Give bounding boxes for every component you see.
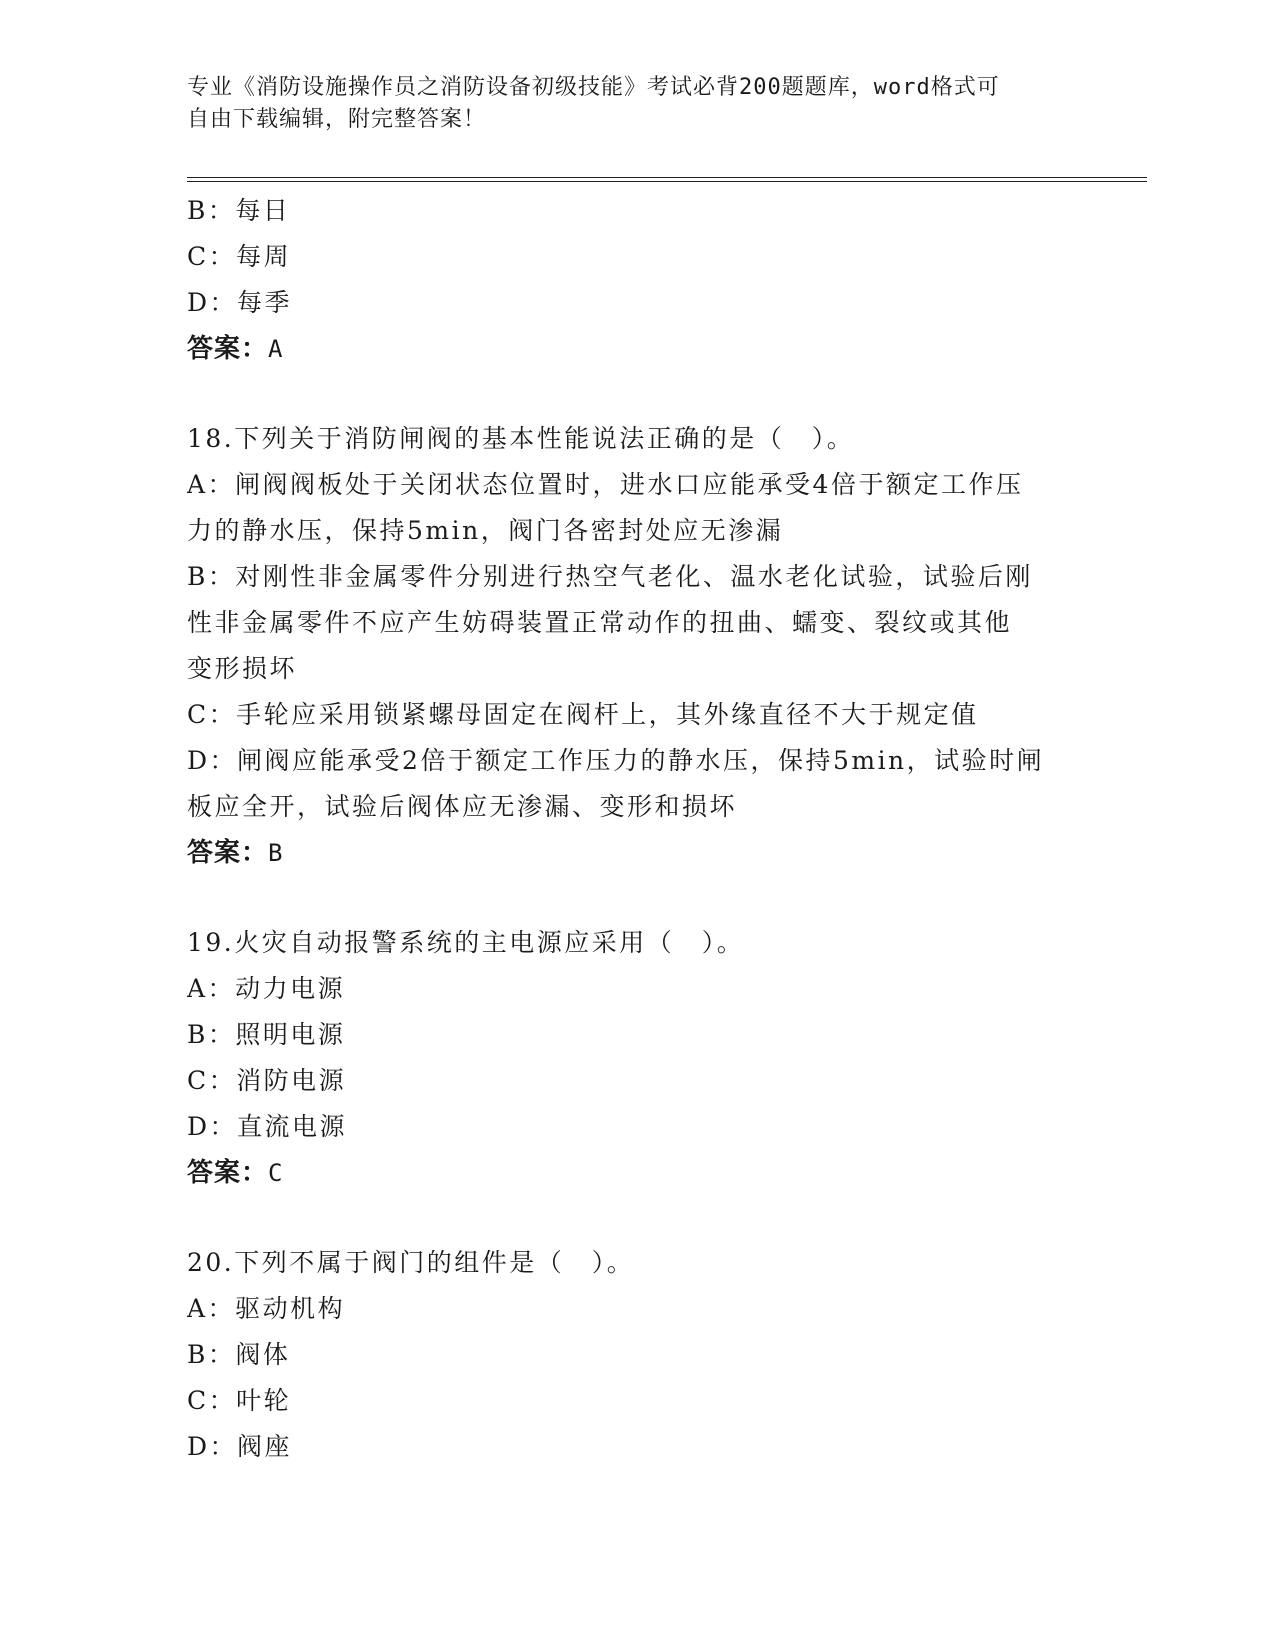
option-b-line-1: B：对刚性非金属零件分别进行热空气老化、温水老化试验，试验后刚 xyxy=(187,562,1033,591)
answer-line: 答案：C xyxy=(187,1158,284,1188)
option-b: B：阀体 xyxy=(187,1340,291,1369)
option-b: B：照明电源 xyxy=(187,1020,346,1049)
option-a-line-1: A：闸阀阀板处于关闭状态位置时，进水口应能承受4倍于额定工作压 xyxy=(187,470,1024,499)
option-a: A：驱动机构 xyxy=(187,1294,346,1323)
question-stem: 19.火灾自动报警系统的主电源应采用（ ）。 xyxy=(187,928,745,957)
question-17 xyxy=(187,188,1077,372)
option-c-line-1: C：手轮应采用锁紧螺母固定在阀杆上，其外缘直径不大于规定值 xyxy=(187,700,979,729)
option-a-line-2: 力的静水压，保持5min，阀门各密封处应无渗漏 xyxy=(187,516,784,545)
option-d-line-1: D：闸阀应能承受2倍于额定工作压力的静水压，保持5min，试验时闸 xyxy=(187,746,1045,775)
option-d: D：阀座 xyxy=(187,1432,293,1461)
question-gap xyxy=(187,1196,1077,1240)
option-d: D：每季 xyxy=(187,288,293,317)
option-b-line-3: 变形损坏 xyxy=(187,654,298,683)
question-list xyxy=(187,188,1077,1470)
question-stem: 20.下列不属于阀门的组件是（ ）。 xyxy=(187,1248,635,1277)
option-c: C：消防电源 xyxy=(187,1066,347,1095)
question-gap xyxy=(187,372,1077,416)
option-b-line-2: 性非金属零件不应产生妨碍装置正常动作的扭曲、蠕变、裂纹或其他 xyxy=(187,608,1013,637)
option-a: A：动力电源 xyxy=(187,974,346,1003)
page-header xyxy=(187,72,1087,136)
answer-line: 答案：A xyxy=(187,334,284,364)
option-b: B：每日 xyxy=(187,196,291,225)
option-d: D：直流电源 xyxy=(187,1112,348,1141)
question-gap xyxy=(187,876,1077,920)
answer-line: 答案：B xyxy=(187,838,284,868)
question-18 xyxy=(187,416,1077,876)
option-c: C：叶轮 xyxy=(187,1386,292,1415)
header-divider xyxy=(187,177,1147,182)
option-d-line-2: 板应全开，试验后阀体应无渗漏、变形和损坏 xyxy=(187,792,738,821)
question-19 xyxy=(187,920,1077,1196)
header-line-1: 专业《消防设施操作员之消防设备初级技能》考试必背200题题库，word格式可 xyxy=(187,75,1000,100)
option-c: C：每周 xyxy=(187,242,292,271)
question-stem: 18.下列关于消防闸阀的基本性能说法正确的是（ ）。 xyxy=(187,424,855,453)
question-20 xyxy=(187,1240,1077,1470)
header-line-2: 自由下载编辑，附完整答案！ xyxy=(187,107,487,132)
